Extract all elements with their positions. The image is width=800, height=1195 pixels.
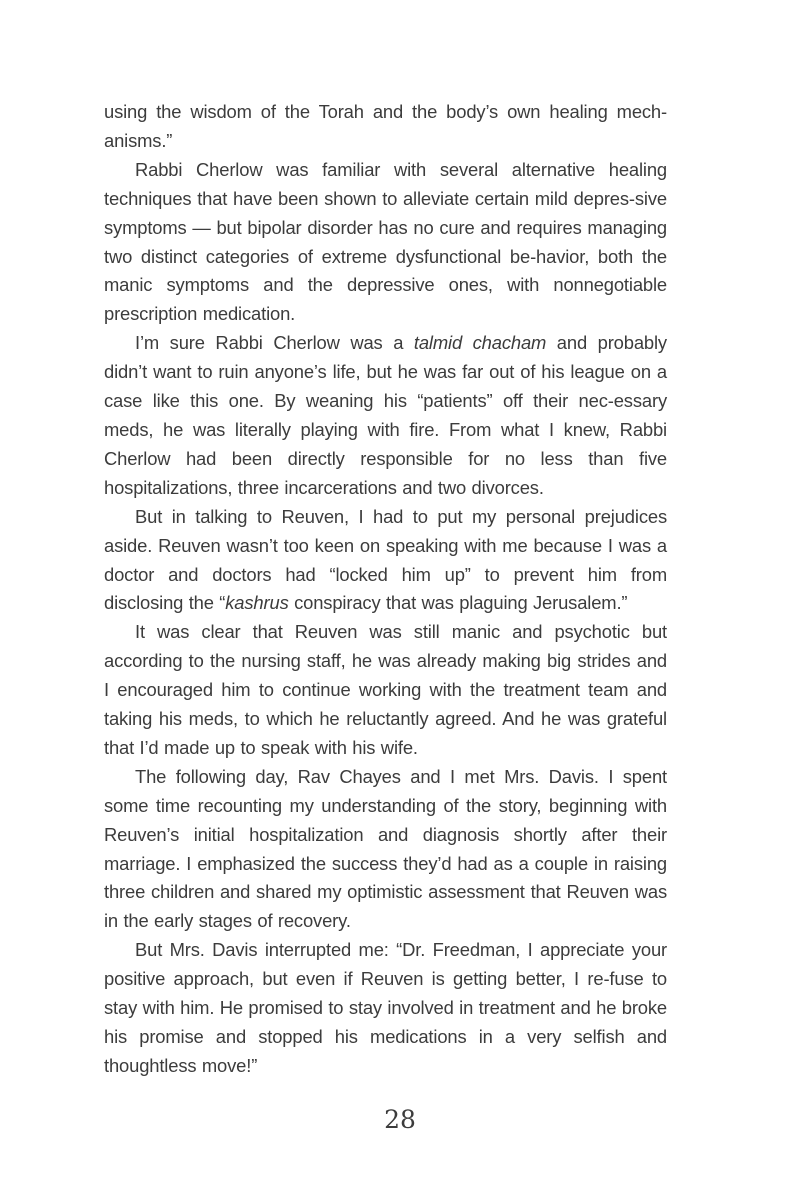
text-run: The following day, Rav Chayes and I met Mrs. Davis. I spent some time recounting my understanding of the story, beginning with Reuven’s initial hospitalization and diagnosis shortly after their marriage. I emphasized the success they’d had as a couple in raising three children and shared my optimistic assessment that Reuven was in the early stages of recovery.	[104, 765, 667, 932]
paragraph	[104, 936, 667, 1081]
text-run: and probably didn’t want to ruin anyone’s life, but he was far out of his league on a case like this one. By weaning his “patients” off their nec-essary meds, he was literally playing with fire. From what I knew, Rabbi Cherlow had been directly responsible for no less than five hospitalizations, three incarcerations and two divorces.	[104, 332, 667, 498]
italic-term: talmid chacham	[413, 332, 547, 354]
paragraph	[104, 618, 667, 763]
paragraph	[104, 763, 667, 936]
text-run: Rabbi Cherlow was familiar with several alternative healing techniques that have been shown to alleviate certain mild depres-sive symptoms — but bipolar disorder has no cure and requires managing two distinct categories of extreme dysfunctional be-havior, both the manic symptoms and the depressive ones, with nonnegotiable prescription medication.	[104, 158, 667, 325]
paragraph	[104, 98, 667, 156]
text-run: But in talking to Reuven, I had to put my personal prejudices aside. Reuven wasn’t too keen on speaking with me because I was a doctor and doctors had “locked him up” to prevent him from disclosing the “	[104, 505, 667, 614]
text-run: conspiracy that was plaguing Jerusalem.”	[288, 592, 628, 614]
paragraph	[104, 503, 667, 619]
italic-term: kashrus	[225, 592, 289, 614]
body-text	[104, 98, 667, 1081]
text-run: It was clear that Reuven was still manic and psychotic but according to the nursing staff, he was already making big strides and I encouraged him to continue working with the treatment team and taking his meds, to which he reluctantly agreed. And he was grateful that I’d made up to speak with his wife.	[104, 621, 667, 758]
page-number: 28	[384, 1105, 416, 1134]
text-run: But Mrs. Davis interrupted me: “Dr. Freedman, I appreciate your positive approach, but even if Reuven is getting better, I re-fuse to stay with him. He promised to stay involved in treatment and he broke his promise and stopped his medications in a very selfish and thoughtless move!”	[104, 939, 667, 1076]
text-run: I’m sure Rabbi Cherlow was a	[135, 332, 414, 354]
text-run: using the wisdom of the Torah and the body’s own healing mech-anisms.”	[104, 101, 667, 151]
paragraph	[104, 329, 667, 502]
paragraph	[104, 156, 667, 329]
